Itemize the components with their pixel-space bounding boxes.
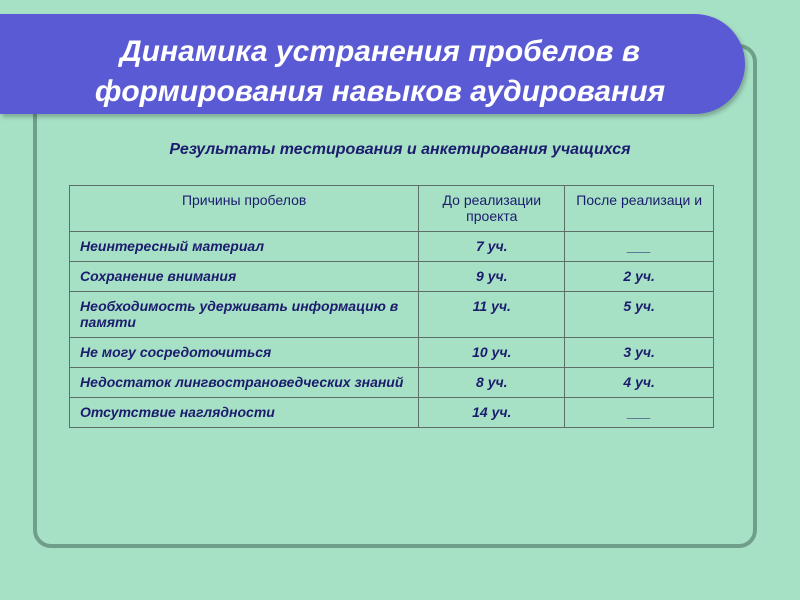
after-cell: 5 уч. <box>565 292 714 338</box>
table-row <box>70 232 714 262</box>
after-cell: ___ <box>565 232 714 262</box>
after-cell: 2 уч. <box>565 262 714 292</box>
after-cell: 4 уч. <box>565 368 714 398</box>
before-cell: 9 уч. <box>419 262 565 292</box>
after-cell: ___ <box>565 398 714 428</box>
slide-subtitle: Результаты тестирования и анкетирования учащихся <box>169 141 631 158</box>
results-table <box>69 185 714 428</box>
table-row <box>70 262 714 292</box>
reason-cell: Неинтересный материал <box>70 232 419 262</box>
slide-title: Динамика устранения пробелов в формирования навыков аудирования <box>94 35 666 108</box>
before-cell: 14 уч. <box>419 398 565 428</box>
table-row <box>70 338 714 368</box>
before-cell: 11 уч. <box>419 292 565 338</box>
reason-cell: Отсутствие наглядности <box>70 398 419 428</box>
reason-cell: Необходимость удерживать информацию в памяти <box>70 292 419 338</box>
title-banner <box>0 14 745 114</box>
before-cell: 10 уч. <box>419 338 565 368</box>
table-row <box>70 398 714 428</box>
header-reasons: Причины пробелов <box>70 186 419 232</box>
table-header-row <box>70 186 714 232</box>
header-after: После реализаци и <box>565 186 714 232</box>
reason-cell: Не могу сосредоточиться <box>70 338 419 368</box>
after-cell: 3 уч. <box>565 338 714 368</box>
reason-cell: Недостаток лингвострановедческих знаний <box>70 368 419 398</box>
reason-cell: Сохранение внимания <box>70 262 419 292</box>
table-row <box>70 368 714 398</box>
before-cell: 8 уч. <box>419 368 565 398</box>
header-before: До реализации проекта <box>419 186 565 232</box>
table-row <box>70 292 714 338</box>
before-cell: 7 уч. <box>419 232 565 262</box>
